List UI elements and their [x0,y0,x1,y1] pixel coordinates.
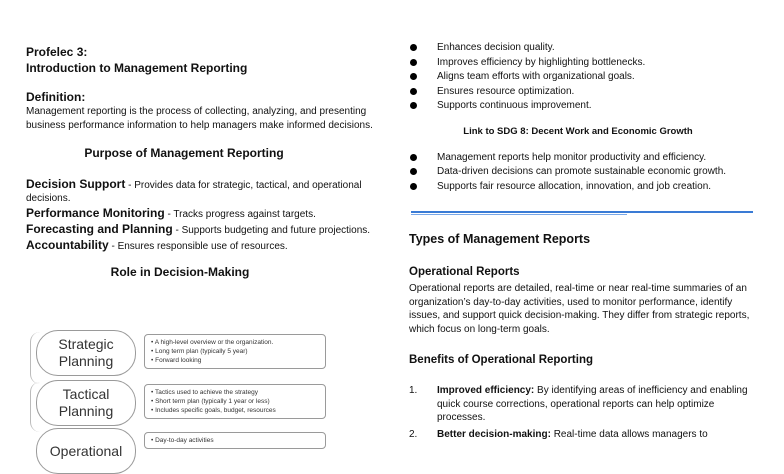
role-heading: Role in Decision-Making [110,265,250,279]
list-number: 1. [409,385,418,396]
stage-note: • Forward looking [151,356,319,365]
purpose-item [26,239,386,253]
left-column [26,44,386,279]
purpose-list [26,178,386,253]
benefit-desc: Real-time data allows managers to [550,428,708,440]
bullet-icon [410,59,417,66]
stage-note: • A high-level overview or the organization. [151,338,319,347]
bullet-icon [410,168,417,175]
page-title: Introduction to Management Reporting [26,61,248,75]
sdg-bullet-list [409,151,761,195]
stage-note: • Tactics used to achieve the strategy [151,388,319,397]
list-item-text: Supports continuous improvement. [437,100,592,111]
purpose-desc: - Ensures responsible use of resources. [108,241,288,252]
stage-note: • Short term plan (typically 1 year or less) [151,397,319,406]
bullet-icon [410,154,417,161]
stage-operational: Operational [36,428,136,474]
stage-note: • Day-to-day activities [151,436,319,445]
bullet-icon [410,88,417,95]
purpose-desc: - Provides data for strategic, tactical, and operational decisions. [26,180,362,204]
list-item [409,180,761,195]
bullet-icon [410,44,417,51]
purpose-term: Decision Support [26,177,126,191]
benefit-desc: By identifying areas of inefficiency and enabling quick course corrections, operational reports can help optimize processes. [437,385,748,423]
definition-heading: Definition: [26,90,86,104]
list-item-text: Enhances decision quality. [437,42,555,53]
stage-tactical-notes [144,384,326,419]
list-number: 2. [409,428,418,440]
purpose-term: Performance Monitoring [26,206,165,220]
operational-text: Operational reports are detailed, real-time or near real-time summaries of an organization’s day-to-day activities, used to monitor performance, identify issues, and support quick decision-making. They differ from strategic reports, which focus on long-term goals. [409,283,750,335]
benefit-term: Better decision-making: [437,428,551,440]
stage-strategic-notes [144,334,326,369]
stage-operational-notes [144,432,326,449]
right-column [409,41,761,194]
planning-diagram [30,324,330,459]
stage-tactical: Tactical Planning [36,380,136,426]
bullet-icon [410,73,417,80]
stage-strategic: Strategic Planning [36,330,136,376]
list-item-text: Aligns team efforts with organizational goals. [437,71,635,82]
list-item-text: Management reports help monitor productivity and efficiency. [437,151,707,163]
benefits-heading: Benefits of Operational Reporting [409,354,594,366]
benefits-numbered-list [409,384,761,444]
sdg-heading: Link to SDG 8: Decent Work and Economic Growth [463,125,693,137]
list-item [409,56,761,71]
list-item-text: Ensures resource optimization. [437,85,575,97]
purpose-desc: - Tracks progress against targets. [164,209,316,220]
types-heading: Types of Management Reports [409,232,591,246]
purpose-desc: - Supports budgeting and future projections. [172,225,371,236]
purpose-item [26,223,386,237]
purpose-term: Accountability [26,238,109,252]
stage-note: • Includes specific goals, budget, resources [151,406,319,415]
list-item [409,41,761,56]
list-item-text: Data-driven decisions can promote sustainable economic growth. [437,166,727,177]
list-item [409,428,761,442]
section-divider [411,211,753,213]
benefits-bullet-list [409,41,761,114]
definition-text: Management reporting is the process of collecting, analyzing, and presenting business performance information to help managers make informed decisions. [26,106,373,131]
list-item [409,99,761,114]
list-item [409,384,761,425]
purpose-heading: Purpose of Management Reporting [84,146,284,160]
purpose-item [26,178,386,205]
section-divider-underline [411,214,627,215]
list-item-text: Improves efficiency by highlighting bottlenecks. [437,56,646,68]
list-item-text: Supports fair resource allocation, innovation, and job creation. [437,180,712,192]
bullet-icon [410,102,417,109]
course-label: Profelec 3: [26,45,88,59]
list-item [409,70,761,85]
stage-note: • Long term plan (typically 5 year) [151,347,319,356]
purpose-term: Forecasting and Planning [26,222,173,236]
list-item [409,165,761,180]
list-item [409,85,761,100]
list-item [409,151,761,166]
operational-heading: Operational Reports [409,266,520,278]
bullet-icon [410,183,417,190]
benefit-term: Improved efficiency: [437,385,535,396]
purpose-item [26,207,386,221]
